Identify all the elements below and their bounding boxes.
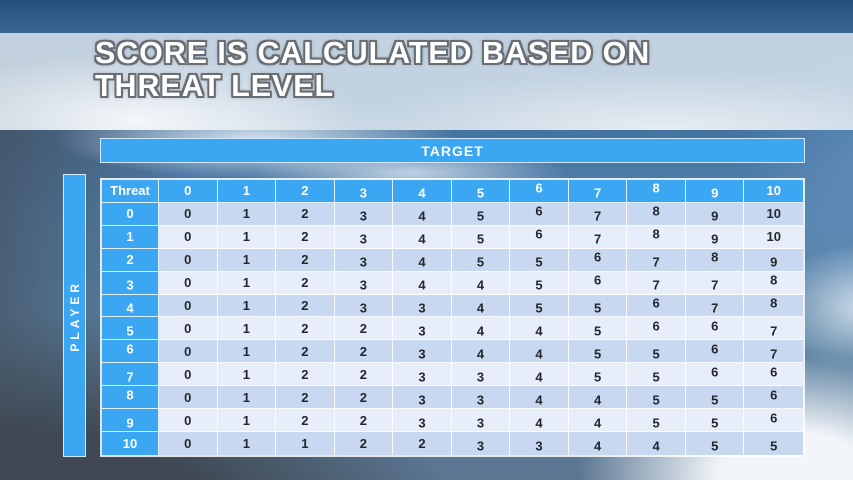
score-cell: 2 [276, 249, 335, 272]
score-cell: 4 [569, 432, 628, 455]
score-cell: 9 [686, 226, 745, 249]
score-cell: 0 [159, 272, 218, 295]
threat-row-header-cell: 1 [102, 226, 159, 249]
score-cell: 6 [686, 317, 745, 340]
score-cell: 5 [686, 386, 745, 409]
score-cell: 5 [627, 386, 686, 409]
score-cell: 1 [276, 432, 335, 455]
score-cell: 2 [276, 363, 335, 386]
score-cell: 1 [218, 226, 277, 249]
score-cell: 4 [452, 340, 511, 363]
score-cell: 2 [393, 432, 452, 455]
score-cell: 4 [627, 432, 686, 455]
score-cell: 4 [569, 386, 628, 409]
score-cell: 1 [218, 340, 277, 363]
column-header-cell: 5 [452, 180, 511, 203]
column-header-cell: 1 [218, 180, 277, 203]
column-header-cell: 3 [335, 180, 394, 203]
score-cell: 3 [335, 295, 394, 318]
score-cell: 1 [218, 249, 277, 272]
score-cell: 6 [627, 317, 686, 340]
title-band [0, 33, 853, 130]
score-cell: 8 [627, 203, 686, 226]
column-header-cell: 9 [686, 180, 745, 203]
score-cell: 1 [218, 409, 277, 432]
score-cell: 3 [452, 409, 511, 432]
score-cell: 7 [686, 272, 745, 295]
score-cell: 7 [686, 295, 745, 318]
score-cell: 1 [218, 432, 277, 455]
score-cell: 3 [393, 295, 452, 318]
column-header-cell: 2 [276, 180, 335, 203]
score-cell: 0 [159, 386, 218, 409]
score-cell: 5 [452, 249, 511, 272]
top-banner [0, 0, 853, 33]
score-cell: 2 [335, 386, 394, 409]
corner-header-cell: Threat [102, 180, 159, 203]
threat-row-header-cell: 8 [102, 386, 159, 409]
score-cell: 2 [335, 317, 394, 340]
threat-row-header-cell: 10 [102, 432, 159, 455]
score-cell: 2 [276, 409, 335, 432]
score-cell: 9 [686, 203, 745, 226]
score-cell: 7 [627, 272, 686, 295]
score-cell: 6 [627, 295, 686, 318]
score-cell: 2 [276, 317, 335, 340]
score-cell: 6 [744, 409, 803, 432]
score-cell: 4 [569, 409, 628, 432]
score-cell: 4 [393, 249, 452, 272]
player-axis-label: PLAYER [67, 279, 82, 352]
score-cell: 4 [452, 272, 511, 295]
score-cell: 5 [569, 363, 628, 386]
score-cell: 3 [510, 432, 569, 455]
threat-row-header-cell: 0 [102, 203, 159, 226]
score-cell: 2 [335, 432, 394, 455]
threat-row-header-cell: 4 [102, 295, 159, 318]
score-cell: 2 [276, 226, 335, 249]
score-cell: 6 [510, 226, 569, 249]
score-cell: 3 [393, 340, 452, 363]
column-header-cell: 0 [159, 180, 218, 203]
threat-row-header-cell: 2 [102, 249, 159, 272]
column-header-cell: 6 [510, 180, 569, 203]
score-cell: 2 [276, 203, 335, 226]
score-cell: 1 [218, 203, 277, 226]
score-cell: 5 [627, 409, 686, 432]
score-cell: 2 [276, 272, 335, 295]
score-cell: 3 [452, 432, 511, 455]
score-cell: 4 [393, 203, 452, 226]
column-header-cell: 8 [627, 180, 686, 203]
score-cell: 7 [627, 249, 686, 272]
score-cell: 5 [510, 272, 569, 295]
score-cell: 8 [744, 272, 803, 295]
score-cell: 0 [159, 295, 218, 318]
score-cell: 0 [159, 226, 218, 249]
score-cell: 6 [510, 203, 569, 226]
target-axis-label: TARGET [421, 142, 484, 159]
threat-row-header-cell: 9 [102, 409, 159, 432]
score-cell: 5 [744, 432, 803, 455]
score-cell: 2 [335, 363, 394, 386]
column-header-cell: 10 [744, 180, 803, 203]
page-title [95, 36, 650, 102]
score-cell: 2 [276, 340, 335, 363]
score-cell: 0 [159, 317, 218, 340]
score-cell: 3 [335, 203, 394, 226]
score-cell: 1 [218, 317, 277, 340]
score-cell: 5 [452, 226, 511, 249]
score-cell: 5 [686, 432, 745, 455]
score-cell: 7 [744, 340, 803, 363]
score-cell: 5 [686, 409, 745, 432]
score-cell: 2 [335, 340, 394, 363]
score-cell: 2 [276, 386, 335, 409]
score-cell: 8 [744, 295, 803, 318]
score-cell: 6 [569, 272, 628, 295]
threat-row-header-cell: 3 [102, 272, 159, 295]
score-cell: 4 [510, 363, 569, 386]
score-cell: 3 [335, 226, 394, 249]
score-cell: 10 [744, 203, 803, 226]
score-cell: 2 [276, 295, 335, 318]
score-cell: 3 [393, 386, 452, 409]
score-cell: 3 [393, 409, 452, 432]
threat-row-header-cell: 7 [102, 363, 159, 386]
score-cell: 5 [569, 340, 628, 363]
score-cell: 3 [393, 317, 452, 340]
score-cell: 0 [159, 363, 218, 386]
player-axis-header [63, 174, 86, 457]
score-cell: 3 [335, 249, 394, 272]
column-header-cell: 7 [569, 180, 628, 203]
score-cell: 7 [569, 203, 628, 226]
score-cell: 1 [218, 272, 277, 295]
score-cell: 5 [569, 295, 628, 318]
threat-row-header-cell: 6 [102, 340, 159, 363]
score-cell: 9 [744, 249, 803, 272]
score-cell: 5 [627, 340, 686, 363]
score-cell: 4 [510, 386, 569, 409]
column-header-cell: 4 [393, 180, 452, 203]
score-cell: 6 [686, 340, 745, 363]
score-cell: 6 [744, 386, 803, 409]
score-cell: 5 [510, 295, 569, 318]
score-cell: 5 [627, 363, 686, 386]
score-cell: 7 [744, 317, 803, 340]
score-cell: 3 [452, 363, 511, 386]
score-cell: 0 [159, 409, 218, 432]
score-cell: 4 [452, 295, 511, 318]
score-cell: 0 [159, 432, 218, 455]
threat-row-header-cell: 5 [102, 317, 159, 340]
score-cell: 4 [393, 272, 452, 295]
score-cell: 3 [393, 363, 452, 386]
score-cell: 1 [218, 295, 277, 318]
score-cell: 5 [569, 317, 628, 340]
score-cell: 5 [510, 249, 569, 272]
score-cell: 3 [452, 386, 511, 409]
score-cell: 8 [627, 226, 686, 249]
score-cell: 1 [218, 363, 277, 386]
score-cell: 3 [335, 272, 394, 295]
score-matrix-table [100, 178, 805, 457]
score-cell: 0 [159, 340, 218, 363]
score-cell: 1 [218, 386, 277, 409]
score-cell: 5 [452, 203, 511, 226]
score-cell: 4 [452, 317, 511, 340]
score-cell: 4 [393, 226, 452, 249]
score-cell: 10 [744, 226, 803, 249]
score-cell: 2 [335, 409, 394, 432]
target-axis-header [100, 138, 805, 163]
score-cell: 7 [569, 226, 628, 249]
score-cell: 4 [510, 317, 569, 340]
score-cell: 6 [686, 363, 745, 386]
score-cell: 0 [159, 249, 218, 272]
title-line-2: THREAT LEVEL [95, 68, 335, 103]
score-cell: 6 [744, 363, 803, 386]
title-line-1: SCORE IS CALCULATED BASED ON [95, 35, 651, 70]
score-cell: 8 [686, 249, 745, 272]
score-cell: 0 [159, 203, 218, 226]
score-cell: 6 [569, 249, 628, 272]
score-cell: 4 [510, 409, 569, 432]
score-cell: 4 [510, 340, 569, 363]
